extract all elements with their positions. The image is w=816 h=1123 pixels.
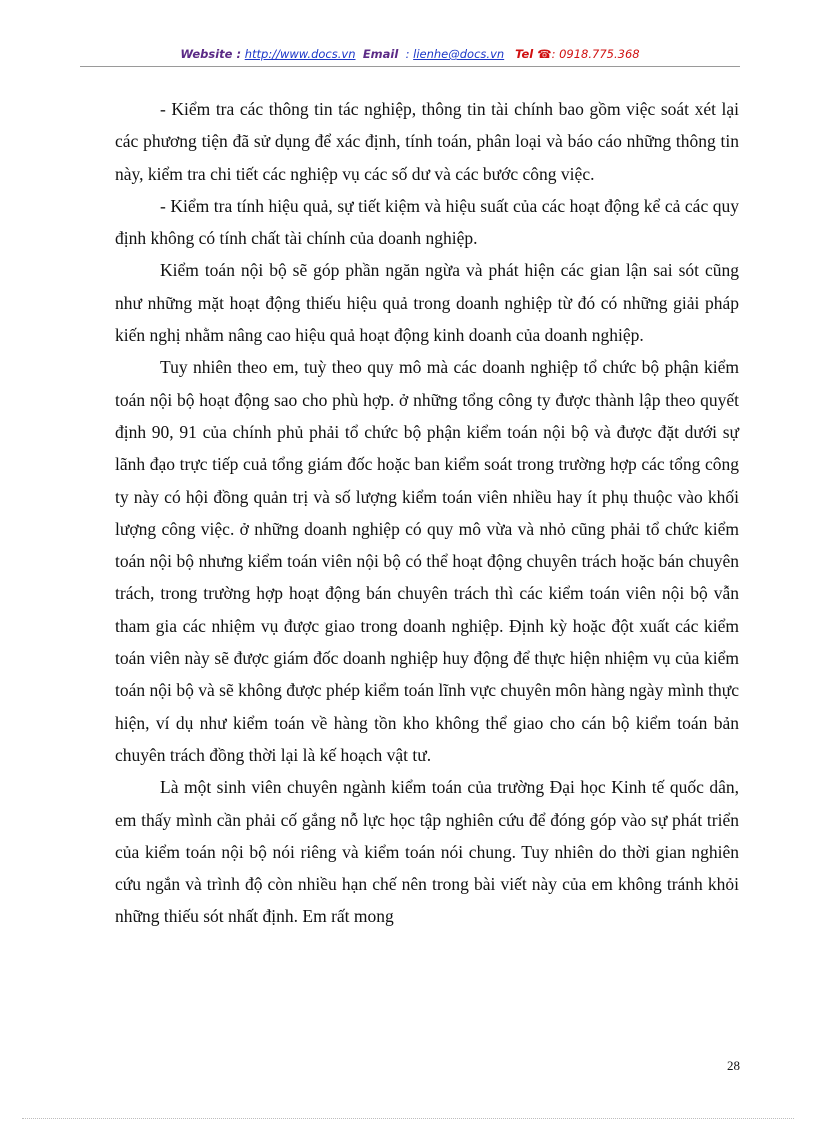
page-header <box>80 47 740 61</box>
footer-divider <box>22 1118 794 1119</box>
document-body <box>115 93 739 933</box>
email-separator: : <box>405 47 410 61</box>
phone-number: : 0918.775.368 <box>551 47 640 61</box>
email-link[interactable]: lienhe@docs.vn <box>413 47 505 61</box>
paragraph: Là một sinh viên chuyên ngành kiểm toán của trường Đại học Kinh tế quốc dân, em thấy mình cần phải cố gắng nỗ lực học tập nghiên cứu để đóng góp vào sự phát triển của kiểm toán nội bộ nói riêng và kiểm toán nói chung. Tuy nhiên do thời gian nghiên cứu ngắn và trình độ còn nhiều hạn chế nên trong bài viết này của em không tránh khỏi những thiếu sót nhất định. Em rất mong <box>115 777 739 927</box>
paragraph: - Kiểm tra các thông tin tác nghiệp, thông tin tài chính bao gồm việc soát xét lại các phương tiện đã sử dụng để xác định, tính toán, phân loại và báo cáo những thông tin này, kiểm tra chi tiết các nghiệp vụ các số dư và các bước công việc. <box>115 99 739 184</box>
website-link[interactable]: http://www.docs.vn <box>244 47 356 61</box>
website-label: Website : <box>180 47 242 61</box>
paragraph: - Kiểm tra tính hiệu quả, sự tiết kiệm và hiệu suất của các hoạt động kể cả các quy định không có tính chất tài chính của doanh nghiệp. <box>115 195 739 249</box>
page-number: 28 <box>727 1058 740 1073</box>
phone-label: Tel ☎ <box>515 47 552 61</box>
header-divider <box>80 66 740 67</box>
paragraph: Tuy nhiên theo em, tuỳ theo quy mô mà các doanh nghiệp tổ chức bộ phận kiểm toán nội bộ hoạt động sao cho phù hợp. ở những tổng công ty được thành lập theo quyết định 90, 91 của chính phủ phải tổ chức bộ phận kiểm toán nội bộ và được đặt dưới sự lãnh đạo trực tiếp cuả tổng giám đốc hoặc ban kiểm soát trong trường hợp các tổng công ty này có hội đồng quản trị và số lượng kiểm toán viên nhiều hay ít phụ thuộc vào khối lượng công việc. ở những doanh nghiệp có quy mô vừa và nhỏ cũng phải tổ chức kiểm toán nội bộ nhưng kiểm toán viên nội bộ có thể hoạt động chuyên trách hoặc bán chuyên trách, trong trường hợp hoạt động bán chuyên trách thì các kiểm toán viên nội bộ vẫn tham gia các nhiệm vụ được giao trong doanh nghiệp. Định kỳ hoặc đột xuất các kiểm toán viên này sẽ được giám đốc doanh nghiệp huy động để thực hiện nhiệm vụ của kiểm toán nội bộ và sẽ không được phép kiểm toán lĩnh vực chuyên môn hàng ngày mình thực hiện, ví dụ như kiểm toán về hàng tồn kho không thể giao cho cán bộ kiểm toán bản chuyên trách đồng thời lại là kế hoạch vật tư. <box>115 357 739 765</box>
paragraph: Kiểm toán nội bộ sẽ góp phần ngăn ngừa và phát hiện các gian lận sai sót cũng như những mặt hoạt động thiếu hiệu quả trong doanh nghiệp từ đó có những giải pháp kiến nghị nhằm nâng cao hiệu quả hoạt động kinh doanh của doanh nghiệp. <box>115 260 739 346</box>
email-label: Email <box>362 47 399 61</box>
